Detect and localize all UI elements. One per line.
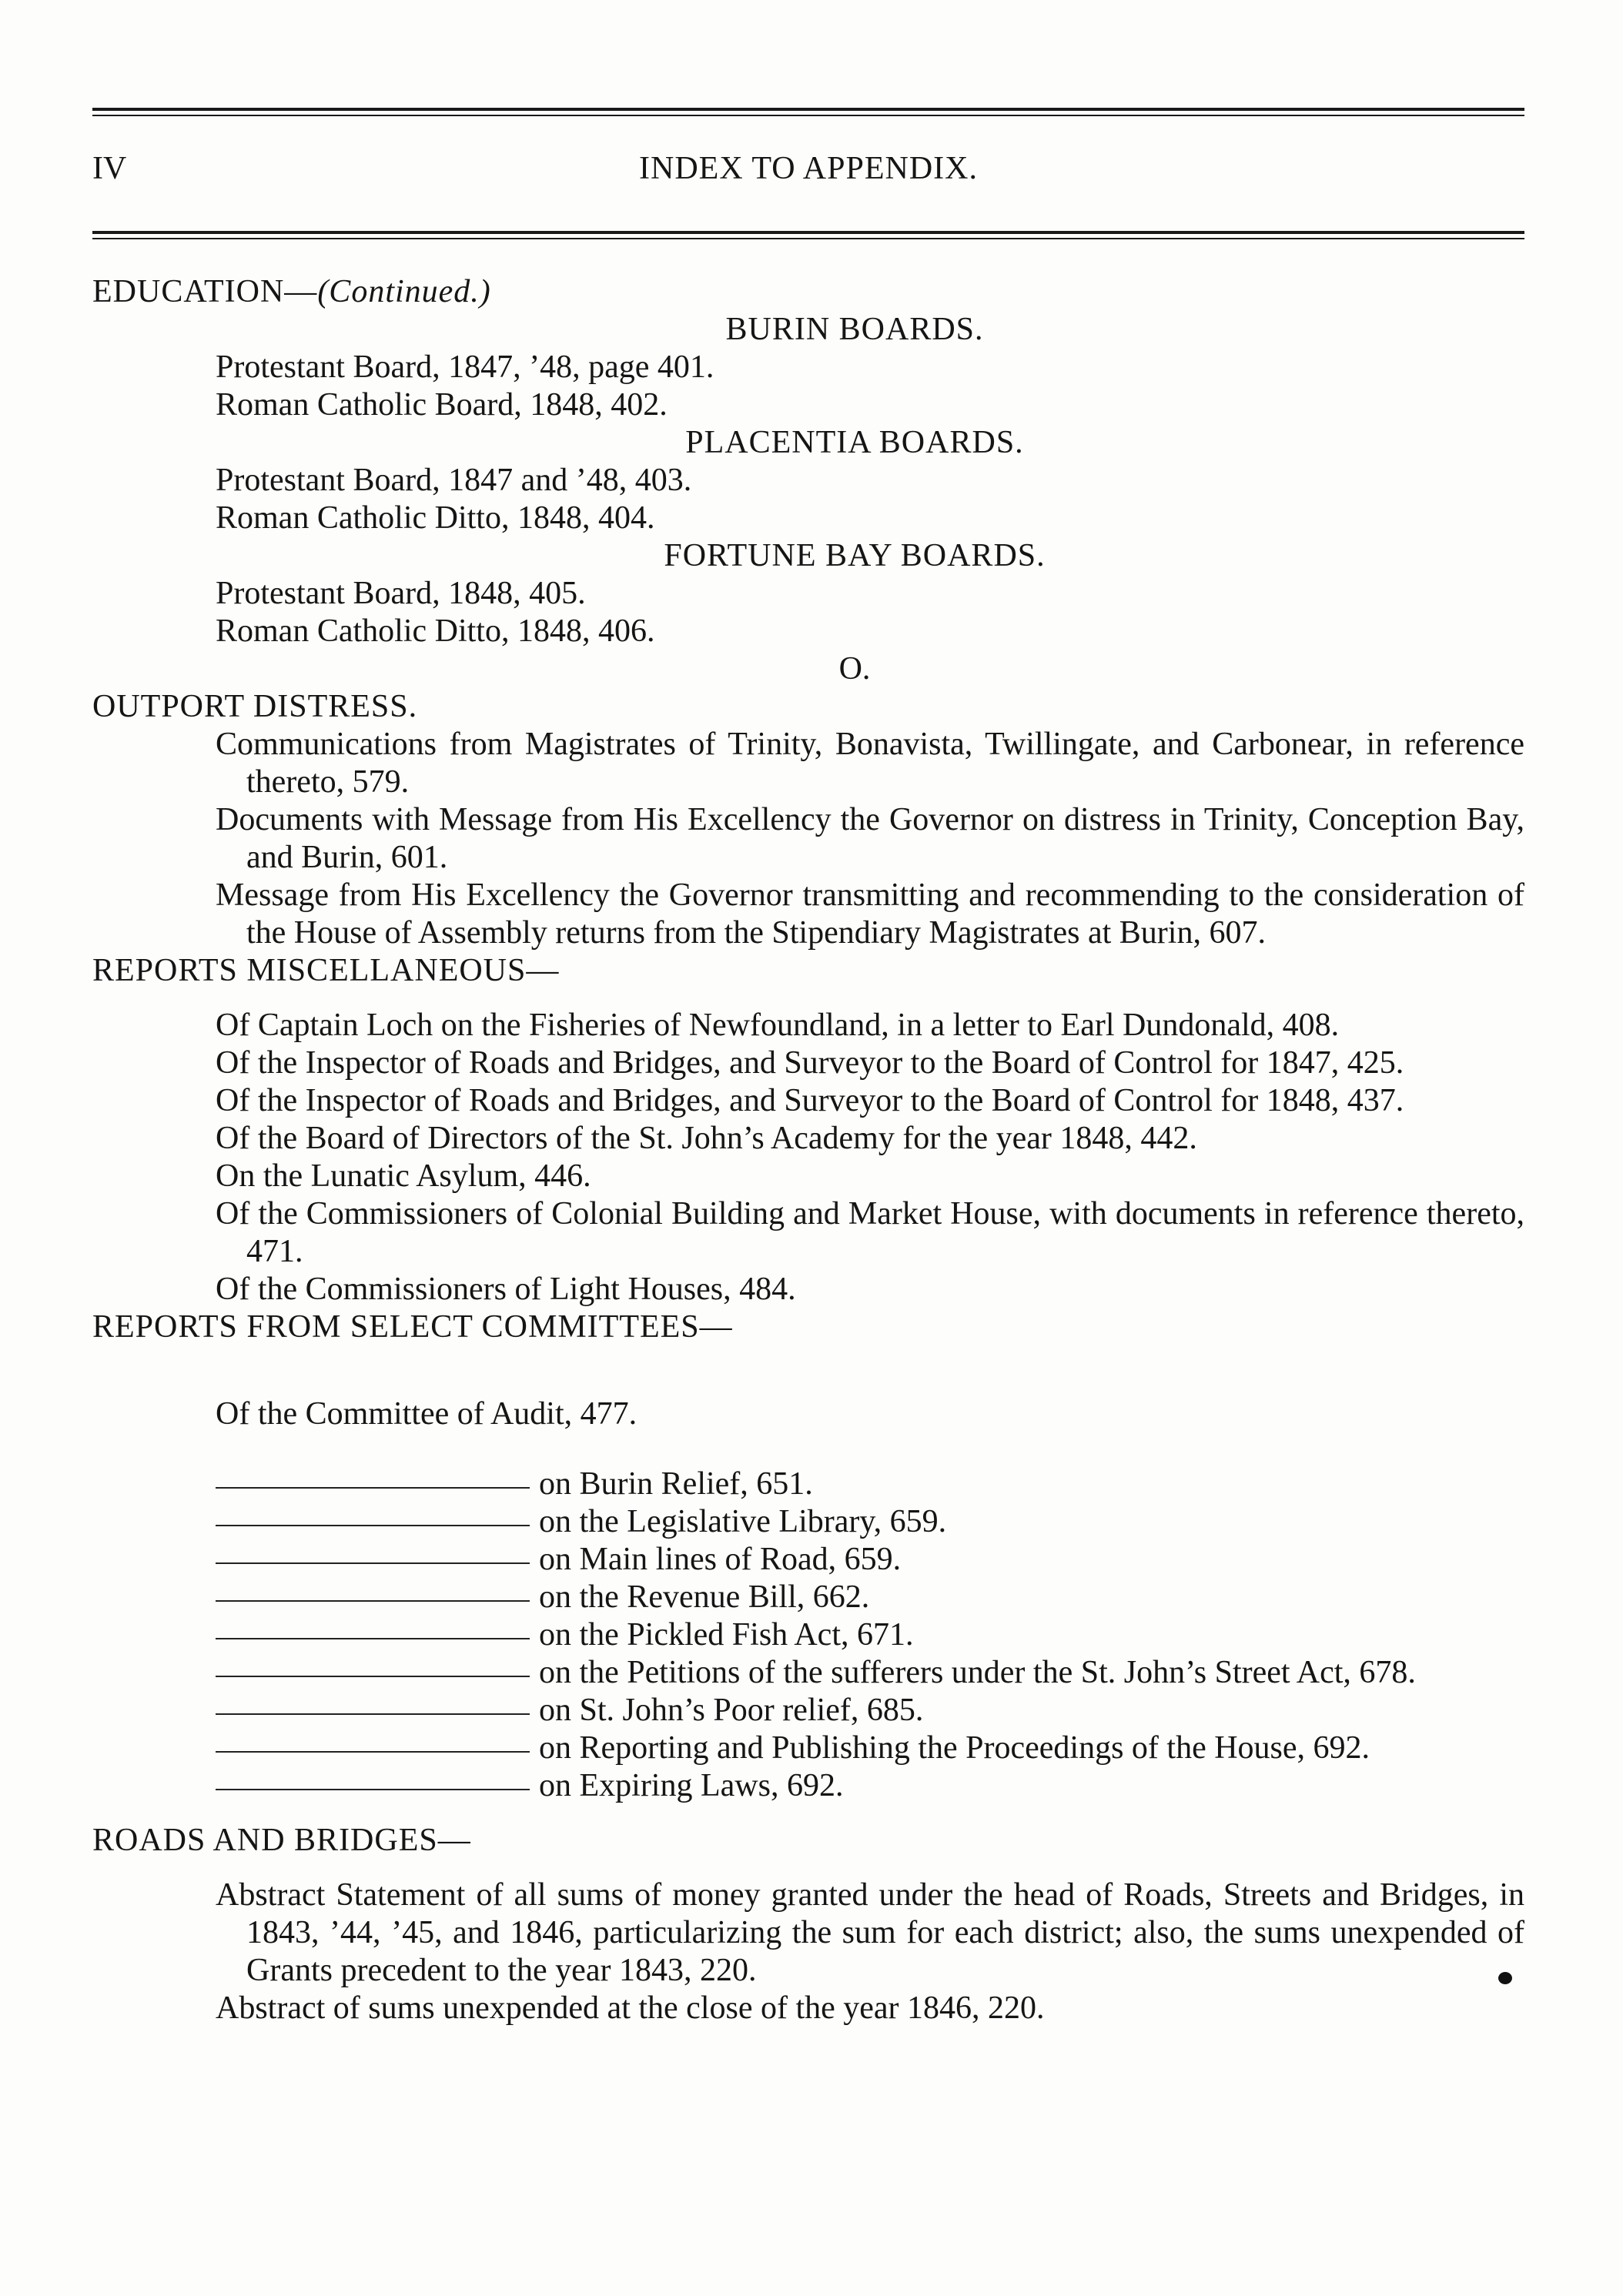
index-entry: Protestant Board, 1847, ’48, page 401.	[216, 349, 714, 385]
reports-miscellaneous-heading: REPORTS MISCELLANEOUS—	[92, 953, 560, 988]
ink-blot	[1498, 1972, 1512, 1984]
committee-entry: on Reporting and Publishing the Proceedings of the House, 692.	[216, 1730, 1524, 1767]
page-title: INDEX TO APPENDIX.	[639, 151, 978, 186]
committee-entry: on Main lines of Road, 659.	[216, 1541, 1524, 1579]
index-entry: Roman Catholic Board, 1848, 402.	[216, 387, 668, 423]
outport-distress-heading: OUTPORT DISTRESS.	[92, 689, 418, 724]
letter-o-heading: O.	[838, 651, 871, 687]
committee-entry: on the Revenue Bill, 662.	[216, 1579, 1524, 1616]
index-entry: Communications from Magistrates of Trinity, Bonavista, Twillingate, and Carbonear, in reference thereto, 579.	[216, 727, 1524, 800]
ditto-dash	[216, 1730, 539, 1767]
index-entry: Of the Commissioners of Light Houses, 484.	[216, 1272, 796, 1307]
ditto-dash	[216, 1692, 539, 1730]
committee-entry: on the Pickled Fish Act, 671.	[216, 1616, 1524, 1654]
committee-entry: on St. John’s Poor relief, 685.	[216, 1692, 1524, 1730]
ditto-dash	[216, 1579, 539, 1616]
education-heading: EDUCATION—(Continued.)	[92, 274, 491, 309]
placentia-boards-heading: PLACENTIA BOARDS.	[685, 425, 1024, 460]
roads-and-bridges-heading: ROADS AND BRIDGES—	[92, 1823, 471, 1858]
index-body	[92, 273, 1524, 2027]
index-entry: Of Captain Loch on the Fisheries of Newfoundland, in a letter to Earl Dundonald, 408.	[216, 1008, 1340, 1043]
index-entry: Of the Inspector of Roads and Bridges, and Surveyor to the Board of Control for 1847, 425.	[216, 1045, 1404, 1081]
index-entry: Of the Board of Directors of the St. John’s Academy for the year 1848, 442.	[216, 1121, 1197, 1156]
index-entry: On the Lunatic Asylum, 446.	[216, 1158, 591, 1194]
index-entry: Protestant Board, 1847 and ’48, 403.	[216, 463, 692, 498]
ditto-dash	[216, 1616, 539, 1654]
committee-audit-entry: Of the Committee of Audit, 477.	[216, 1396, 637, 1432]
ditto-dash	[216, 1465, 539, 1503]
running-head	[92, 150, 1524, 196]
committee-entry: on Burin Relief, 651.	[216, 1465, 1524, 1503]
burin-boards-heading: BURIN BOARDS.	[725, 312, 984, 347]
index-entry: Roman Catholic Ditto, 1848, 404.	[216, 500, 655, 536]
page-number: IV	[92, 151, 127, 186]
index-entry: Abstract of sums unexpended at the close of the year 1846, 220.	[216, 1990, 1045, 2026]
continued-note: (Continued.)	[317, 274, 491, 309]
index-entry: Protestant Board, 1848, 405.	[216, 576, 586, 611]
fortune-bay-boards-heading: FORTUNE BAY BOARDS.	[664, 538, 1046, 573]
ditto-dash	[216, 1503, 539, 1541]
index-entry: Documents with Message from His Excellency the Governor on distress in Trinity, Conception Bay, and Burin, 601.	[216, 802, 1524, 875]
committee-entry: on the Petitions of the sufferers under the St. John’s Street Act, 678.	[216, 1654, 1524, 1692]
ditto-dash	[216, 1541, 539, 1579]
header-bottom-rule	[92, 231, 1524, 239]
ditto-dash	[216, 1767, 539, 1805]
top-double-rule	[92, 108, 1524, 116]
committee-entry: on Expiring Laws, 692.	[216, 1767, 1524, 1805]
index-entry: Roman Catholic Ditto, 1848, 406.	[216, 613, 655, 649]
index-entry: Of the Commissioners of Colonial Building and Market House, with documents in reference thereto, 471.	[216, 1196, 1524, 1269]
committee-entry: on the Legislative Library, 659.	[216, 1503, 1524, 1541]
index-entry: Abstract Statement of all sums of money granted under the head of Roads, Streets and Bridges, in 1843, ’44, ’45, and 1846, particularizing the sum for each district; also, the sums unexpended of Grants precedent to the year 1843, 220.	[216, 1877, 1524, 1988]
index-entry: Message from His Excellency the Governor transmitting and recommending to the consideration of the House of Assembly returns from the Stipendiary Magistrates at Burin, 607.	[216, 877, 1524, 951]
ditto-dash	[216, 1654, 539, 1692]
index-entry: Of the Inspector of Roads and Bridges, and Surveyor to the Board of Control for 1848, 437.	[216, 1083, 1404, 1118]
reports-select-committees-heading: REPORTS FROM SELECT COMMITTEES—	[92, 1309, 733, 1345]
